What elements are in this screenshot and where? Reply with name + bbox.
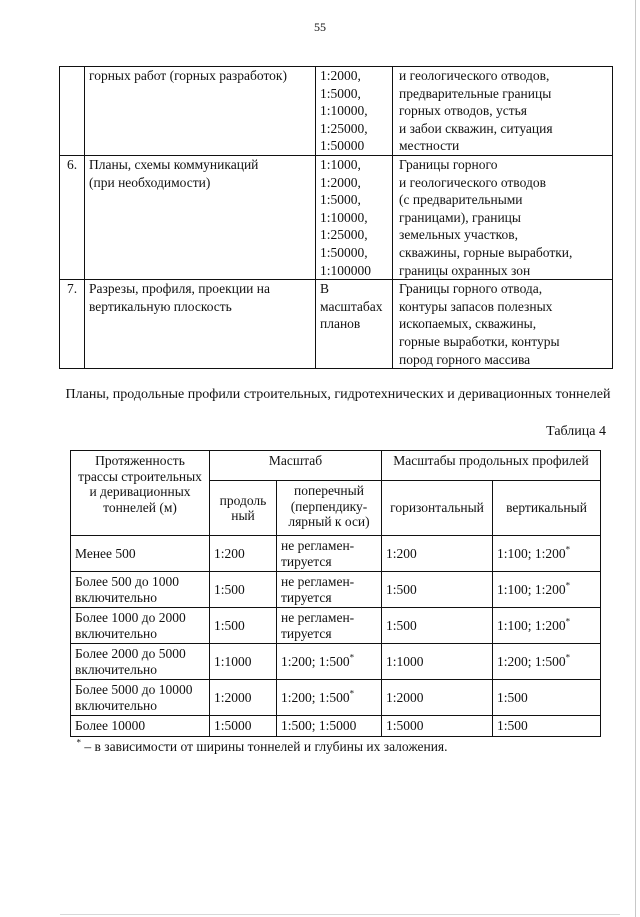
cell-poper-text: не регламен-тируется xyxy=(281,574,355,605)
cell-poper xyxy=(277,680,382,716)
row-content-line: горные выработки, контуры xyxy=(399,333,560,349)
table-row xyxy=(60,67,613,156)
footnote-marker: * xyxy=(349,652,355,663)
cell-poper-text: не регламен-тируется xyxy=(281,610,355,641)
row-name xyxy=(85,280,316,369)
row-content-line: горных отводов, устья xyxy=(399,103,527,119)
cell-prodol: 1:500 xyxy=(210,572,277,608)
cell-vertical-text: 1:100; 1:200 xyxy=(497,617,566,633)
cell-vertical-text: 1:100; 1:200 xyxy=(497,545,566,561)
cell-prodol: 1:200 xyxy=(210,536,277,572)
row-content-line: Границы горного xyxy=(399,156,498,172)
cell-horizontal: 1:1000 xyxy=(382,644,493,680)
row-scale-line: 1:10000, xyxy=(320,103,368,119)
row-content-line: и забои скважин, ситуация xyxy=(399,120,553,136)
table-row xyxy=(71,644,601,680)
cell-vertical-text: 1:100; 1:200 xyxy=(497,581,566,597)
row-scale-line: 1:100000 xyxy=(320,262,372,278)
row-name-line: Планы, схемы коммуникаций xyxy=(89,156,259,172)
row-content-line: и геологического отводов, xyxy=(399,68,550,83)
row-name xyxy=(85,155,316,279)
row-content-line: Границы горного отвода, xyxy=(399,281,543,297)
cell-vertical-text: 1:200; 1:500 xyxy=(497,653,566,669)
header-prodol: продоль ный xyxy=(210,481,277,536)
footnote-marker: * xyxy=(565,544,571,555)
table-row xyxy=(71,572,601,608)
table-row xyxy=(71,608,601,644)
row-content-line: (с предварительными xyxy=(399,192,523,208)
cell-poper xyxy=(277,536,382,572)
row-number xyxy=(60,67,85,156)
row-content-line: местности xyxy=(399,138,460,154)
row-content-line: земельных участков, xyxy=(399,227,518,243)
footnote-marker: * xyxy=(349,688,355,699)
row-scale-line: 1:2000, xyxy=(320,174,361,190)
cell-length: Более 5000 до 10000 включительно xyxy=(71,680,210,716)
cell-poper-text: 1:500; 1:5000 xyxy=(281,718,357,733)
header-poper: поперечный (перпендику-лярный к оси) xyxy=(277,481,382,536)
cell-vertical xyxy=(493,608,601,644)
row-scale-line: 1:5000, xyxy=(320,85,361,101)
cell-poper xyxy=(277,572,382,608)
row-name-line: горных работ (горных разработок) xyxy=(89,68,287,83)
row-scale-line: В xyxy=(320,281,330,297)
table-row xyxy=(71,680,601,716)
header-vertical: вертикальный xyxy=(493,481,601,536)
cell-length: Более 10000 xyxy=(71,716,210,737)
row-content-line: скважины, горные выработки, xyxy=(399,244,573,260)
row-name-line: (при необходимости) xyxy=(89,174,211,190)
cell-vertical-text: 1:500 xyxy=(497,689,528,705)
footnote-marker: * xyxy=(565,652,571,663)
cell-horizontal: 1:5000 xyxy=(382,716,493,737)
page-number: 55 xyxy=(314,20,326,34)
row-number: 7. xyxy=(60,280,85,369)
header-length: Протяженность трассы строительных и деривационных тоннелей (м) xyxy=(71,451,210,536)
cell-poper-text: 1:200; 1:500 xyxy=(281,653,350,669)
row-content-line: предварительные границы xyxy=(399,85,552,101)
row-scale xyxy=(316,280,393,369)
cell-length: Более 2000 до 5000 включительно xyxy=(71,644,210,680)
cell-vertical xyxy=(493,572,601,608)
row-scale xyxy=(316,67,393,156)
row-content xyxy=(393,280,613,369)
footnote-star: * xyxy=(76,737,81,747)
cell-vertical xyxy=(493,644,601,680)
table-row xyxy=(60,280,613,369)
table-label: Таблица 4 xyxy=(546,424,606,439)
scales-table-continued xyxy=(59,66,613,369)
footnote-marker: * xyxy=(565,616,571,627)
row-scale xyxy=(316,155,393,279)
header-masshtab: Масштаб xyxy=(210,451,382,481)
cell-vertical-text: 1:500 xyxy=(497,718,528,733)
scan-edge-line xyxy=(635,0,636,917)
cell-horizontal: 1:500 xyxy=(382,608,493,644)
footnote-marker: * xyxy=(565,580,571,591)
header-horizontal: горизонтальный xyxy=(382,481,493,536)
cell-vertical xyxy=(493,716,601,737)
cell-length: Менее 500 xyxy=(71,536,210,572)
row-content-line: контуры запасов полезных xyxy=(399,298,553,314)
row-scale-line: 1:1000, xyxy=(320,156,361,172)
row-scale-line: 1:50000, xyxy=(320,244,368,260)
row-scale-line: 1:50000 xyxy=(320,138,365,154)
row-name xyxy=(85,67,316,156)
cell-prodol: 1:2000 xyxy=(210,680,277,716)
cell-horizontal: 1:200 xyxy=(382,536,493,572)
table-row xyxy=(60,155,613,279)
cell-length: Более 1000 до 2000 включительно xyxy=(71,608,210,644)
cell-poper xyxy=(277,644,382,680)
cell-poper xyxy=(277,716,382,737)
table-4 xyxy=(70,450,601,756)
row-content-line: ископаемых, скважины, xyxy=(399,316,537,332)
row-content-line: и геологического отводов xyxy=(399,174,546,190)
cell-poper-text: 1:200; 1:500 xyxy=(281,689,350,705)
cell-vertical xyxy=(493,536,601,572)
cell-horizontal: 1:500 xyxy=(382,572,493,608)
row-name-line: вертикальную плоскость xyxy=(89,298,232,314)
row-scale-line: 1:2000, xyxy=(320,68,361,83)
row-content xyxy=(393,67,613,156)
cell-prodol: 1:5000 xyxy=(210,716,277,737)
cell-vertical xyxy=(493,680,601,716)
row-content xyxy=(393,155,613,279)
cell-prodol: 1:1000 xyxy=(210,644,277,680)
row-scale-line: 1:25000, xyxy=(320,227,368,243)
cell-prodol: 1:500 xyxy=(210,608,277,644)
row-scale-line: 1:10000, xyxy=(320,209,368,225)
row-content-line: пород горного массива xyxy=(399,351,531,367)
scan-bottom-line xyxy=(60,914,620,915)
footnote xyxy=(71,736,601,756)
row-scale-line: планов xyxy=(320,316,361,332)
row-scale-line: 1:25000, xyxy=(320,120,368,136)
footnote-text: – в зависимости от ширины тоннелей и глубины их заложения. xyxy=(81,738,448,754)
row-scale-line: масштабах xyxy=(320,298,383,314)
cell-length: Более 500 до 1000 включительно xyxy=(71,572,210,608)
cell-poper xyxy=(277,608,382,644)
cell-horizontal: 1:2000 xyxy=(382,680,493,716)
row-number: 6. xyxy=(60,155,85,279)
table-row xyxy=(71,536,601,572)
row-scale-line: 1:5000, xyxy=(320,192,361,208)
header-profiles: Масштабы продольных профилей xyxy=(382,451,601,481)
row-name-line: Разрезы, профиля, проекции на xyxy=(89,281,270,297)
table-row xyxy=(71,716,601,737)
row-content-line: границами), границы xyxy=(399,209,521,225)
cell-poper-text: не регламен-тируется xyxy=(281,538,355,569)
row-content-line: границы охранных зон xyxy=(399,262,531,278)
section-title: Планы, продольные профили строительных, гидротехнических и деривационных тоннелей xyxy=(65,387,611,402)
